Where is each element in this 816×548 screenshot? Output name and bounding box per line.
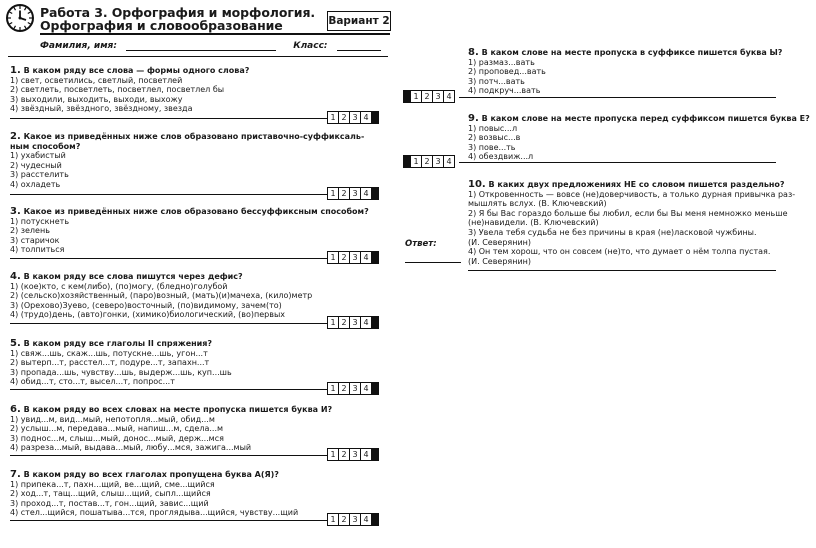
answer-rule xyxy=(10,455,328,456)
option-1-cont: мышлять вслух. (В. Ключевский) xyxy=(468,199,607,209)
answer-box-4[interactable]: 4 xyxy=(360,382,372,395)
option-3[interactable]: 3) Увела тебя судьба не без причины в края (не)ласковой чужбины. xyxy=(468,227,757,237)
option-4-cont: (И. Северянин) xyxy=(468,256,532,266)
answer-rule xyxy=(10,323,328,324)
answer-box-4[interactable]: 4 xyxy=(443,90,455,103)
answer-box-3[interactable]: 3 xyxy=(432,155,444,168)
question-1 xyxy=(10,66,249,114)
answer-boxes xyxy=(328,513,379,526)
answer-box-1[interactable]: 1 xyxy=(327,448,339,461)
variant-badge: Вариант 2 xyxy=(327,11,391,31)
question-number: 10. xyxy=(468,179,486,190)
answer-box-3[interactable]: 3 xyxy=(349,513,361,526)
answer-rule xyxy=(459,162,776,163)
worksheet-title xyxy=(40,6,315,32)
option-2[interactable]: 2) ход...т, тащ...щий, слыш...щий, сыпл...щийся xyxy=(10,489,211,499)
option-4[interactable]: 4) разреза...мый, выдава...мый, любу...мся, зажига...мый xyxy=(10,443,252,453)
answer-box-1[interactable]: 1 xyxy=(327,382,339,395)
answer-box-3[interactable]: 3 xyxy=(349,448,361,461)
answer-box-1[interactable]: 1 xyxy=(327,316,339,329)
answer-box-end xyxy=(371,513,379,526)
answer-box-end xyxy=(371,382,379,395)
name-label: Фамилия, имя: xyxy=(40,41,117,51)
option-2[interactable]: 2) зелень xyxy=(10,226,50,236)
answer-box-4[interactable]: 4 xyxy=(360,251,372,264)
option-1[interactable]: 1) ухабистый xyxy=(10,151,66,161)
answer-boxes xyxy=(404,155,455,168)
option-3[interactable]: 3) поднос...м, слыш...мый, донос...мый, держ...мся xyxy=(10,433,224,443)
answer-box-3[interactable]: 3 xyxy=(349,251,361,264)
option-1[interactable]: 1) размаз...вать xyxy=(468,57,535,67)
option-2[interactable]: 2) Я бы Вас гораздо больше бы любил, если бы Вы меня немножко меньше xyxy=(468,208,788,218)
option-1[interactable]: 1) потускнеть xyxy=(10,216,70,226)
answer-boxes xyxy=(328,382,379,395)
option-4[interactable]: 4) толпиться xyxy=(10,245,65,255)
class-label: Класс: xyxy=(293,41,328,51)
answer-box-end xyxy=(371,251,379,264)
question-text: Какое из приведённых ниже слов образовано бессуффиксным способом? xyxy=(23,207,369,216)
answer-box-2[interactable]: 2 xyxy=(338,448,350,461)
option-3[interactable]: 3) расстелить xyxy=(10,170,69,180)
answer-box-3[interactable]: 3 xyxy=(349,382,361,395)
answer-box-3[interactable]: 3 xyxy=(349,111,361,124)
answer-box-2[interactable]: 2 xyxy=(338,251,350,264)
option-3[interactable]: 3) пове...ть xyxy=(468,142,516,152)
option-1[interactable]: 1) свяж...шь, скаж...шь, потускне...шь, угон...т xyxy=(10,348,208,358)
answer-boxes xyxy=(328,448,379,461)
answer-row-5 xyxy=(10,379,382,391)
answer-rule xyxy=(10,258,328,259)
answer-box-end xyxy=(371,187,379,200)
option-4[interactable]: 4) охладеть xyxy=(10,179,61,189)
answer-rule xyxy=(459,97,776,98)
option-3[interactable]: 3) (Орехово)Зуево, (северо)восточный, (по)видимому, зачем(то) xyxy=(10,300,282,310)
answer-box-2[interactable]: 2 xyxy=(421,155,433,168)
option-2[interactable]: 2) вытерп...т, расстел...т, подуре...т, запахн...т xyxy=(10,358,210,368)
answer-rule xyxy=(468,270,776,271)
question-text: В каком ряду во всех словах на месте пропуска пишется буква И? xyxy=(23,405,333,414)
answer-input-line[interactable] xyxy=(405,262,461,263)
question-2 xyxy=(10,132,364,190)
option-4[interactable]: 4) обездвиж...л xyxy=(468,152,534,162)
option-3[interactable]: 3) потч...вать xyxy=(468,76,525,86)
question-number: 1. xyxy=(10,65,21,76)
option-1[interactable]: 1) увид...м, вид...мый, непотопля...мый, обид...м xyxy=(10,414,215,424)
option-3-cont: (И. Северянин) xyxy=(468,237,532,247)
option-2[interactable]: 2) чудесный xyxy=(10,160,62,170)
question-text: В каком ряду все слова пишутся через дефис? xyxy=(23,272,243,281)
option-3[interactable]: 3) старичок xyxy=(10,235,60,245)
answer-row-3 xyxy=(10,248,382,260)
answer-rule xyxy=(10,194,328,195)
question-text: В каких двух предложениях НЕ со словом пишется раздельно? xyxy=(488,180,785,189)
question-number: 2. xyxy=(10,131,21,142)
answer-boxes xyxy=(404,90,455,103)
question-number: 9. xyxy=(468,113,479,124)
question-text: В каком слове на месте пропуска в суффиксе пишется буква Ы? xyxy=(481,48,783,57)
answer-box-2[interactable]: 2 xyxy=(338,316,350,329)
name-field[interactable] xyxy=(126,42,276,51)
question-number: 3. xyxy=(10,206,21,217)
option-4[interactable]: 4) Он тем хорош, что он совсем (не)то, что думает о нём толпа пустая. xyxy=(468,247,771,257)
name-class-row xyxy=(40,41,381,51)
option-2[interactable]: 2) проповед...вать xyxy=(468,67,546,77)
answer-box-4[interactable]: 4 xyxy=(360,316,372,329)
answer-box-1[interactable]: 1 xyxy=(410,90,422,103)
answer-box-end xyxy=(371,448,379,461)
answer-box-end xyxy=(371,111,379,124)
option-4[interactable]: 4) стел...щийся, пошатыва...тся, проглядыва...щийся, чувству...щий xyxy=(10,508,299,518)
answer-rule xyxy=(10,520,328,521)
option-2-cont: (не)навидели. (В. Ключевский) xyxy=(468,218,599,228)
class-field[interactable] xyxy=(337,42,381,51)
title-divider xyxy=(40,33,390,35)
answer-row-1 xyxy=(10,108,382,120)
answer-box-1[interactable]: 1 xyxy=(327,251,339,264)
option-1[interactable]: 1) свет, осветились, светлый, посветлей xyxy=(10,75,183,85)
answer-rule xyxy=(10,118,328,119)
answer-rule xyxy=(10,389,328,390)
option-4[interactable]: 4) подкруч...вать xyxy=(468,86,541,96)
option-1[interactable]: 1) Откровенность — вовсе (не)доверчивость, а только дурная привычка раз- xyxy=(468,189,796,199)
answer-box-1[interactable]: 1 xyxy=(327,187,339,200)
option-2[interactable]: 2) услыш...м, передава...мый, напиш...м, сдела...м xyxy=(10,424,224,434)
answer-box-4[interactable]: 4 xyxy=(360,448,372,461)
header-divider xyxy=(8,56,388,57)
answer-row-9 xyxy=(404,152,776,164)
answer-box-end xyxy=(371,316,379,329)
answer-row-7 xyxy=(10,510,382,522)
question-text: В каком ряду все глаголы II спряжения? xyxy=(23,339,213,348)
question-text-cont: ным способом? xyxy=(10,141,81,151)
answer-box-3[interactable]: 3 xyxy=(432,90,444,103)
option-2[interactable]: 2) возвыс...в xyxy=(468,133,521,143)
option-1[interactable]: 1) повыс...л xyxy=(468,123,518,133)
option-4[interactable]: 4) звёздный, звёздного, звёздному, звезда xyxy=(10,104,193,114)
answer-boxes xyxy=(328,316,379,329)
answer-row-2 xyxy=(10,184,382,196)
answer-box-3[interactable]: 3 xyxy=(349,316,361,329)
question-text: В каком ряду во всех глаголах пропущена буква А(Я)? xyxy=(23,470,279,479)
answer-box-2[interactable]: 2 xyxy=(421,90,433,103)
answer-box-2[interactable]: 2 xyxy=(338,513,350,526)
question-number: 7. xyxy=(10,469,21,480)
option-1[interactable]: 1) припека...т, пахн...щий, ве...щий, сме...щийся xyxy=(10,479,215,489)
answer-box-1[interactable]: 1 xyxy=(327,111,339,124)
answer-box-2[interactable]: 2 xyxy=(338,111,350,124)
option-4[interactable]: 4) (трудо)день, (авто)гонки, (химико)биологический, (во)первых xyxy=(10,310,286,320)
answer-boxes xyxy=(328,187,379,200)
answer-box-2[interactable]: 2 xyxy=(338,382,350,395)
answer-box-4[interactable]: 4 xyxy=(443,155,455,168)
option-3[interactable]: 3) пропада...шь, чувству...шь, выдерж...шь, куп...шь xyxy=(10,367,232,377)
answer-row-4 xyxy=(10,313,382,325)
answer-box-3[interactable]: 3 xyxy=(349,187,361,200)
option-2[interactable]: 2) светлеть, посветлеть, посветлел, посветлел бы xyxy=(10,85,225,95)
question-10 xyxy=(468,180,795,266)
answer-box-4[interactable]: 4 xyxy=(360,513,372,526)
question-text: В каком ряду все слова — формы одного слова? xyxy=(23,66,250,75)
answer-row-6 xyxy=(10,445,382,457)
title-line-1: Работа 3. Орфография и морфология. xyxy=(40,5,316,20)
answer-boxes xyxy=(328,111,379,124)
answer-label: Ответ: xyxy=(405,239,437,249)
question-text: Какое из приведённых ниже слов образовано приставочно-суффиксаль- xyxy=(23,132,365,141)
answer-box-1[interactable]: 1 xyxy=(327,513,339,526)
answer-box-4[interactable]: 4 xyxy=(360,111,372,124)
option-4[interactable]: 4) обид...т, сто...т, высел...т, попрос...т xyxy=(10,377,175,387)
option-3[interactable]: 3) выходили, выходить, выходи, выхожу xyxy=(10,94,183,104)
answer-boxes xyxy=(328,251,379,264)
answer-box-2[interactable]: 2 xyxy=(338,187,350,200)
question-number: 5. xyxy=(10,338,21,349)
option-3[interactable]: 3) проход...т, постав...т, гон...щий, завис...щий xyxy=(10,498,209,508)
option-2[interactable]: 2) (сельско)хозяйственный, (паро)возный, (мать)(и)мачеха, (кило)метр xyxy=(10,291,313,301)
title-line-2: Орфография и словообразование xyxy=(40,18,283,33)
answer-box-1[interactable]: 1 xyxy=(410,155,422,168)
answer-row-8 xyxy=(404,87,776,99)
question-number: 8. xyxy=(468,47,479,58)
question-number: 4. xyxy=(10,271,21,282)
option-1[interactable]: 1) (кое)кто, с кем(либо), (по)могу, (бледно)голубой xyxy=(10,281,228,291)
question-number: 6. xyxy=(10,404,21,415)
answer-box-4[interactable]: 4 xyxy=(360,187,372,200)
question-text: В каком слове на месте пропуска перед суффиксом пишется буква Е? xyxy=(481,114,810,123)
clock-icon xyxy=(5,3,35,33)
